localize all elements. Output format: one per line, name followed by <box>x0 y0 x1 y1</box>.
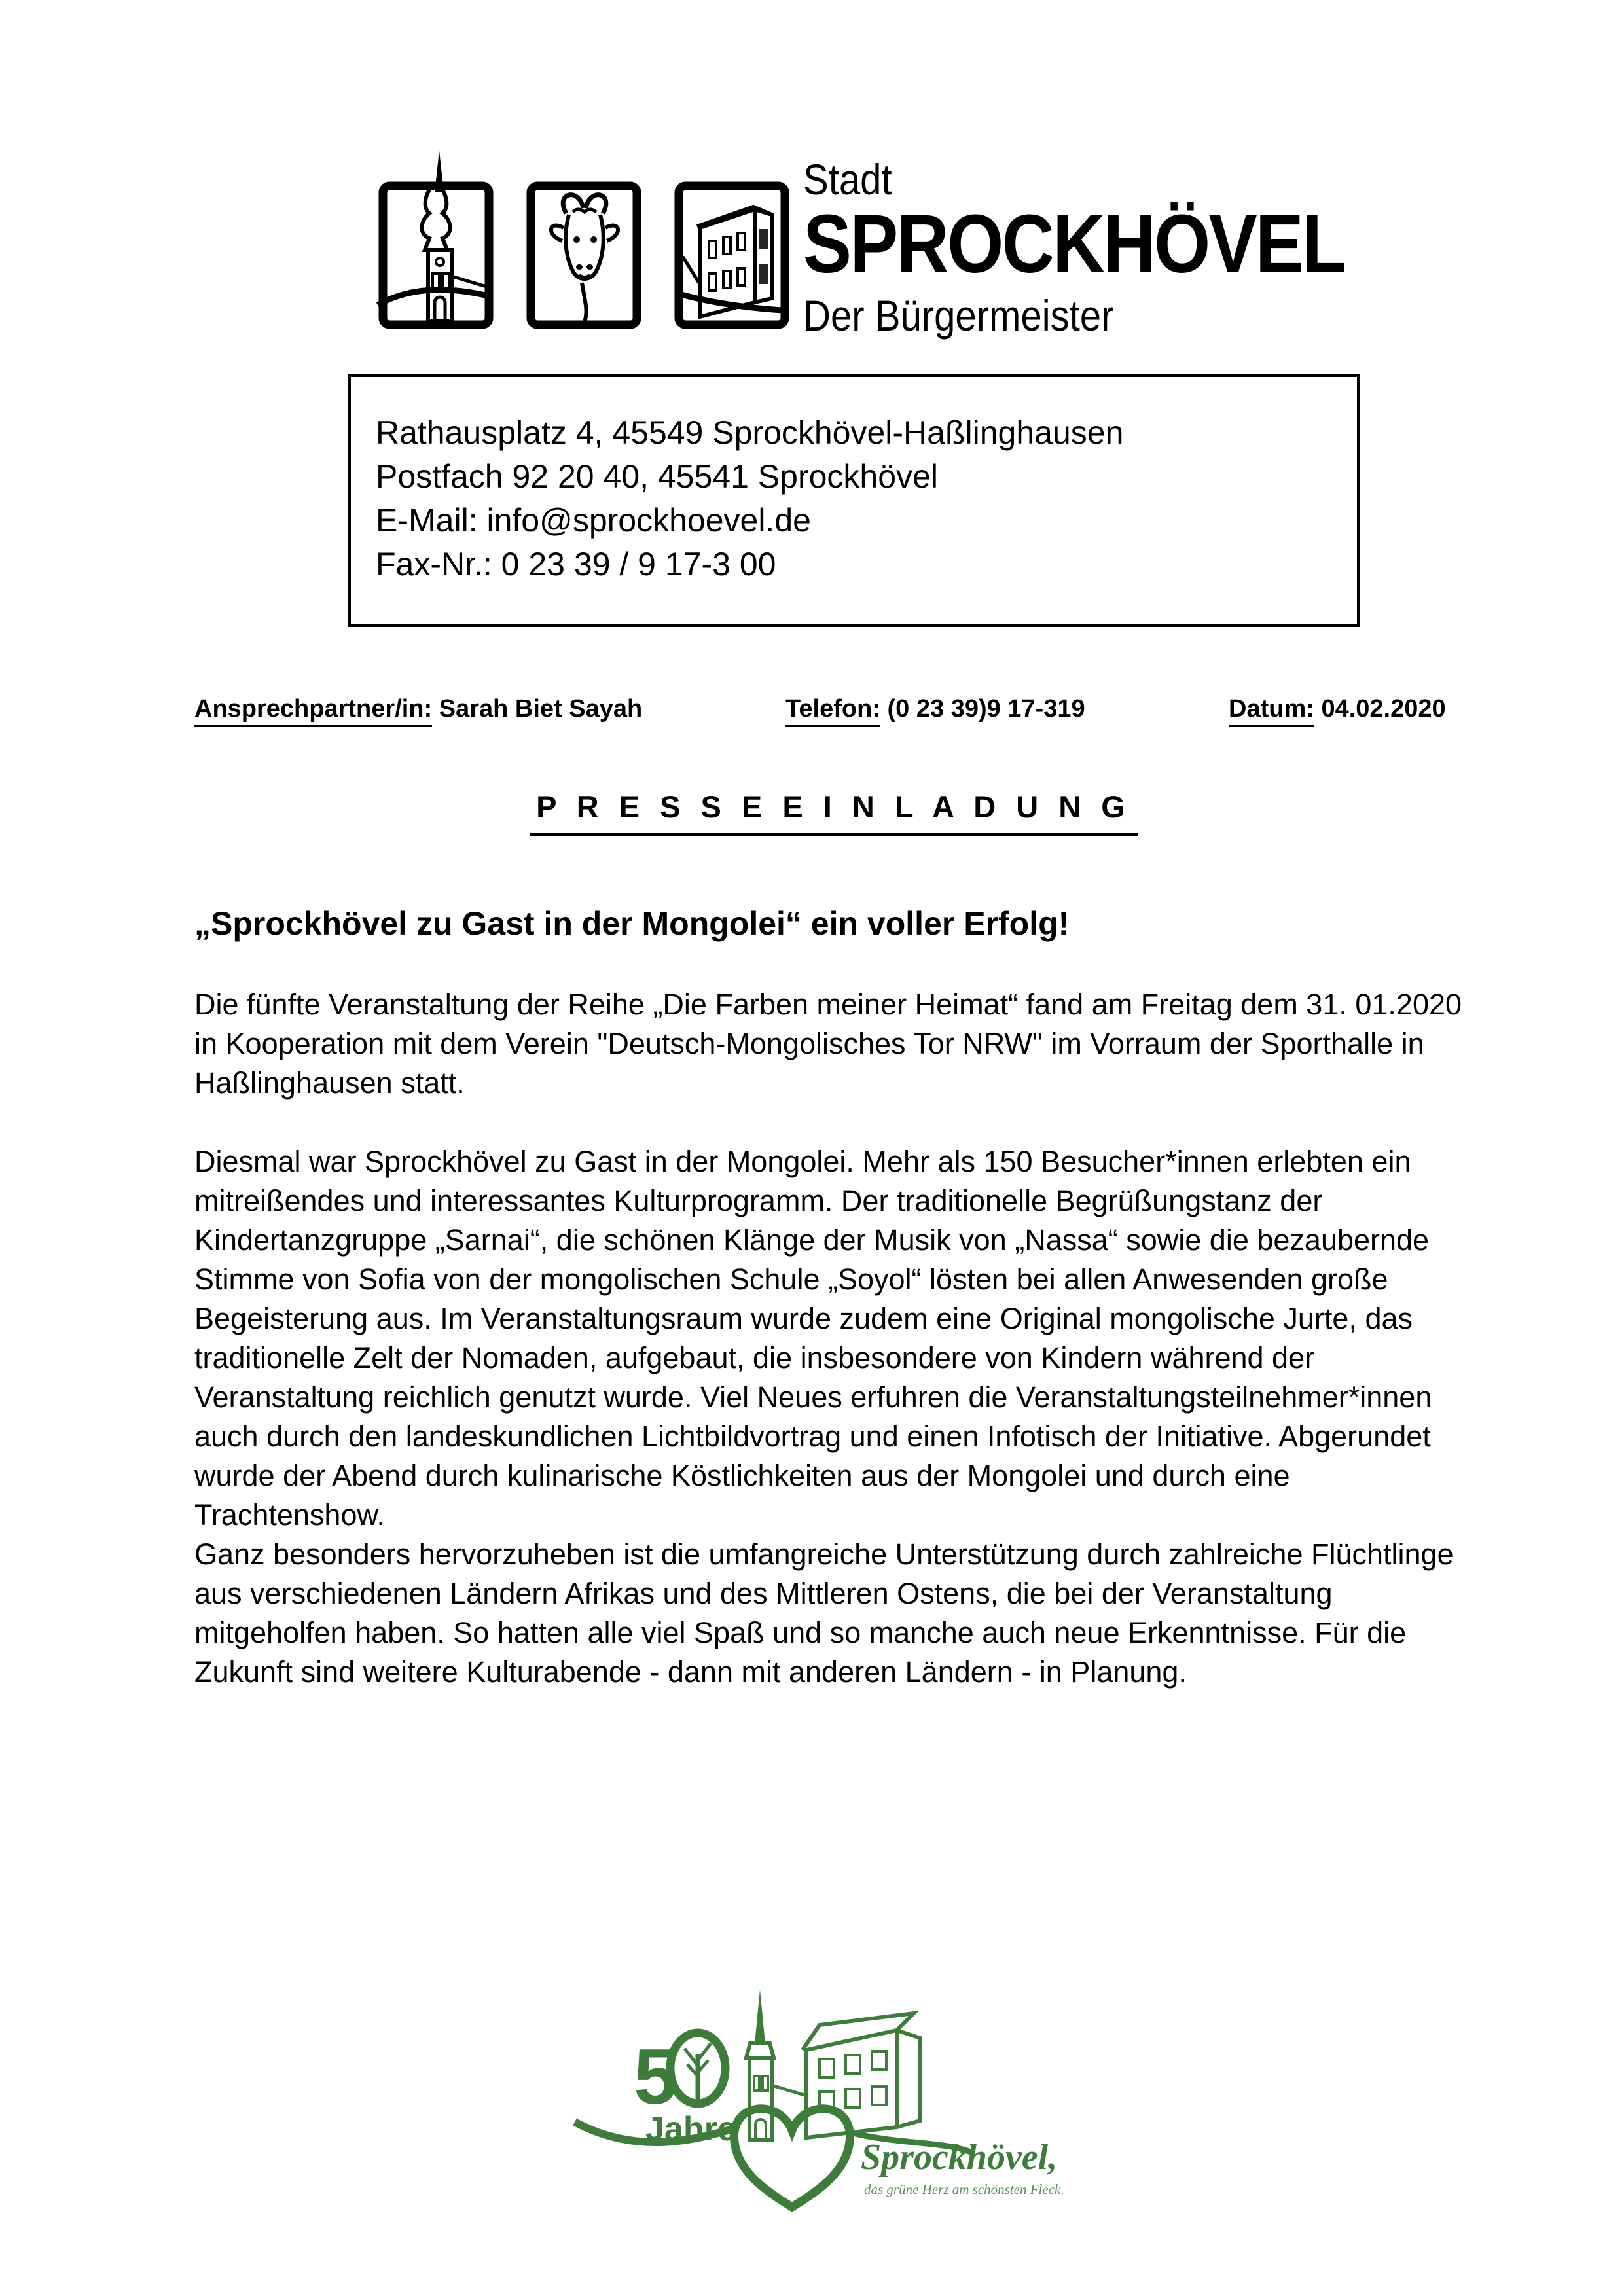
contact-person-value: Sarah Biet Sayah <box>432 695 643 723</box>
brand-subtitle: Der Bürgermeister <box>803 291 1114 340</box>
contact-person <box>194 695 642 723</box>
city-logo <box>376 145 791 335</box>
brand-city-word: Stadt <box>803 155 892 204</box>
address-line-email: E-Mail: info@sprockhoevel.de <box>376 502 811 539</box>
contact-phone-value: (0 23 39)9 17-319 <box>880 695 1085 723</box>
anniversary-logo-art <box>563 1964 1087 2225</box>
brand-city-name: SPROCKHÖVEL <box>803 198 1345 291</box>
sender-address-box <box>348 374 1360 627</box>
document-title: P R E S S E E I N L A D U N G <box>530 789 1138 836</box>
article-body <box>194 985 1483 1692</box>
address-line-postbox: Postfach 92 20 40, 45541 Sprockhövel <box>376 458 938 495</box>
contact-date <box>1229 695 1446 723</box>
address-line-fax: Fax-Nr.: 0 23 39 / 9 17-3 00 <box>376 546 776 583</box>
anniversary-five: 5 <box>634 2033 677 2121</box>
contact-person-label: Ansprechpartner/in: <box>194 695 432 727</box>
church-icon <box>376 145 496 335</box>
address-line-street: Rathausplatz 4, 45549 Sprockhövel-Haßlinghausen <box>376 414 1124 451</box>
timbered-house-icon <box>672 145 791 335</box>
footer-city-name: Sprockhövel, <box>861 2137 1058 2178</box>
paragraph: Ganz besonders hervorzuheben ist die umfangreiche Unterstützung durch zahlreiche Flüchtlinge aus verschiedenen Ländern Afrikas und des Mittleren Ostens, die bei der Veranstaltung mitgeholfen haben. So hatten alle viel Spaß und so manche auch neue Erkenntnisse. Für die Zukunft sind weitere Kulturabende - dann mit anderen Ländern - in Planung. <box>194 1537 1454 1689</box>
anniversary-logo <box>563 1964 1087 2225</box>
anniversary-word: Jahre <box>645 2110 736 2148</box>
paragraph: Diesmal war Sprockhövel zu Gast in der Mongolei. Mehr als 150 Besucher*innen erlebten ein mitreißendes und interessantes Kulturprogramm. Der traditionelle Begrüßungstanz der Kindertanzgruppe „Sarnai“, die schönen Klänge der Musik von „Nassa“ sowie die bezaubernde Stimme von Sofia von der mongolischen Schule „Soyol“ lösten bei allen Anwesenden große Begeisterung aus. Im Veranstaltungsraum wurde zudem eine Original mongolische Jurte, das traditionelle Zelt der Nomaden, aufgebaut, die insbesondere von Kindern während der Veranstaltung reichlich genutzt wurde. Viel Neues erfuhren die Veranstaltungsteilnehmer*innen auch durch den landeskundlichen Lichtbildvortrag und einen Infotisch der Initiative. Abgerundet wurde der Abend durch kulinarische Köstlichkeiten aus der Mongolei und durch eine Trachtenshow. <box>194 1145 1432 1532</box>
document-title-wrap <box>194 789 1473 836</box>
paragraph: Die fünfte Veranstaltung der Reihe „Die Farben meiner Heimat“ fand am Freitag dem 31. 01.2020 in Kooperation mit dem Verein "Deutsch-Mongolisches Tor NRW" im Vorraum der Sporthalle in Haßlinghausen statt. <box>194 988 1462 1100</box>
brand-block <box>803 157 1344 339</box>
contact-phone <box>785 695 1085 723</box>
article-headline: „Sprockhövel zu Gast in der Mongolei“ ein voller Erfolg! <box>194 905 1070 942</box>
contact-info-row <box>0 695 1624 734</box>
contact-phone-label: Telefon: <box>785 695 880 727</box>
contact-date-label: Datum: <box>1229 695 1314 727</box>
footer-slogan: das grüne Herz am schönsten Fleck. <box>864 2181 1064 2197</box>
cow-icon <box>524 145 643 335</box>
contact-date-value: 04.02.2020 <box>1314 695 1446 723</box>
